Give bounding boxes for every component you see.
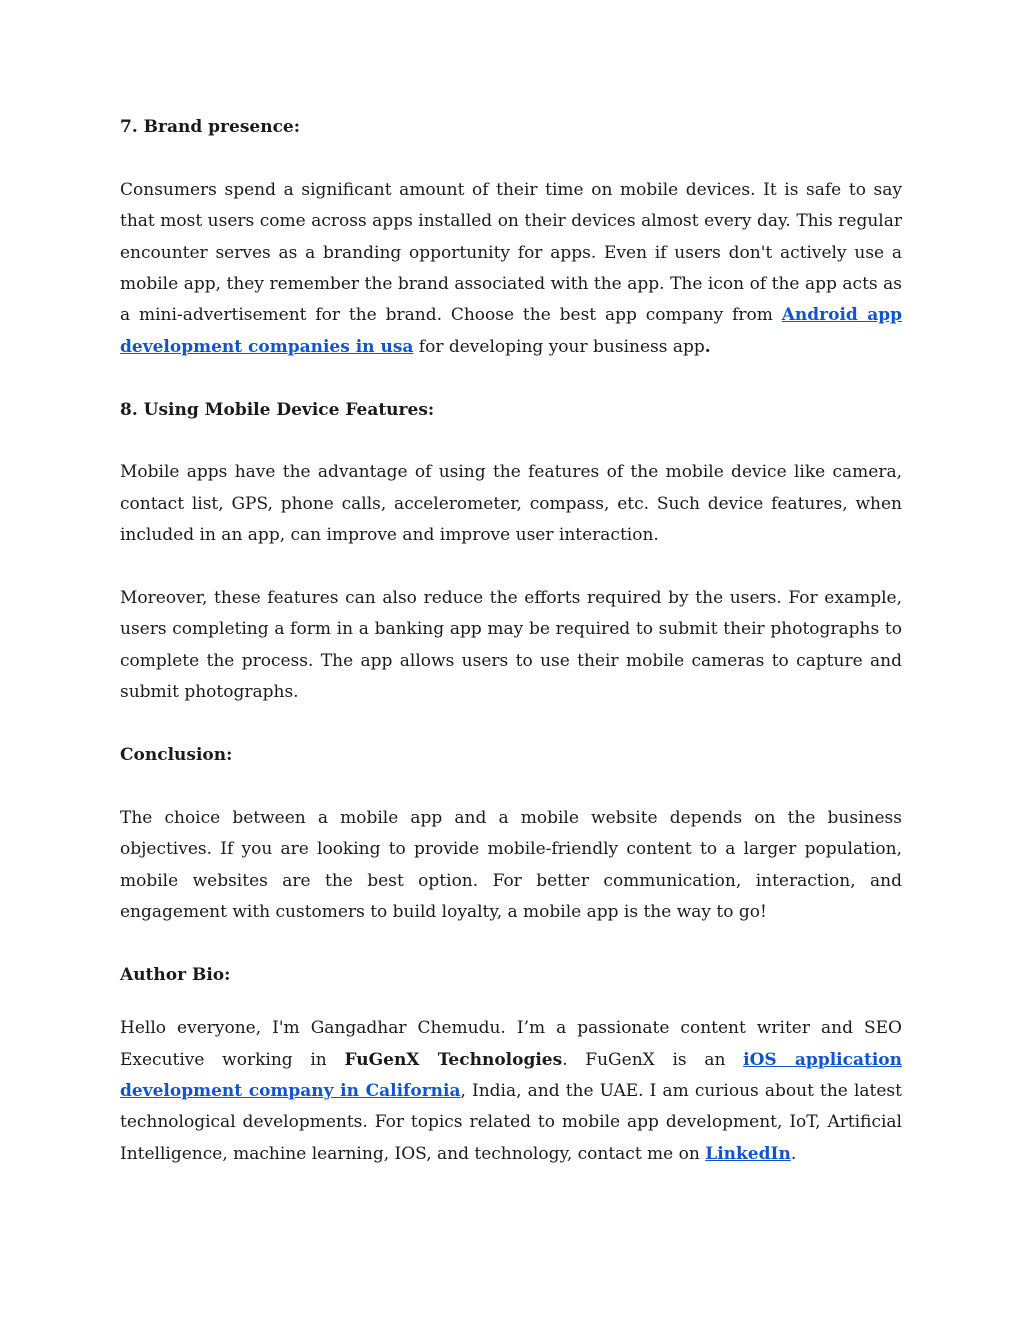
paragraph-text: Consumers spend a significant amount of their time on mobile devices. It is safe to say that most users come across apps installed on their devices almost every day. This regular encounter serves as a branding opportunity for apps. Even if users don't actively use a mobile app, they remember the brand associated with the app. The icon of the app acts as a mini-advertisement for the brand. Choose the best app company from bbox=[120, 179, 902, 326]
section-heading-device-features: 8. Using Mobile Device Features: bbox=[120, 399, 435, 420]
android-companies-link[interactable]: Android app development companies in usa bbox=[120, 305, 902, 357]
paragraph-text: . FuGenX is an bbox=[562, 1049, 744, 1070]
document-page bbox=[120, 112, 902, 1170]
section-heading-conclusion: Conclusion: bbox=[120, 745, 233, 766]
paragraph-device-features-2: Moreover, these features can also reduce the efforts required by the users. For example, users completing a form in a banking app may be required to submit their photographs to complete the process. The app allows users to use their mobile cameras to capture and submit photographs. bbox=[120, 588, 902, 703]
section-heading-author-bio: Author Bio: bbox=[120, 964, 231, 985]
paragraph-text: . bbox=[790, 1143, 797, 1164]
paragraph-device-features-1: Mobile apps have the advantage of using the features of the mobile device like camera, contact list, GPS, phone calls, accelerometer, compass, etc. Such device features, when included in an app, can improve and improve user interaction. bbox=[120, 462, 902, 546]
paragraph-brand-presence bbox=[120, 175, 902, 363]
paragraph-text: Hello everyone, I'm Gangadhar Chemudu. I’m a passionate content writer and SEO Executive working in bbox=[120, 1018, 902, 1070]
ios-company-link[interactable]: iOS application development company in California bbox=[120, 1049, 902, 1102]
section-heading-brand-presence: 7. Brand presence: bbox=[120, 117, 301, 137]
paragraph-author-bio bbox=[120, 1013, 902, 1170]
paragraph-text: for developing your business app bbox=[413, 336, 705, 357]
paragraph-period: . bbox=[704, 336, 711, 357]
linkedin-link[interactable]: LinkedIn bbox=[705, 1143, 791, 1164]
paragraph-text: , India, and the UAE. I am curious about the latest technological developments. For topics related to mobile app development, IoT, Artificial Intelligence, machine learning, IOS, and technology, contact me on bbox=[120, 1081, 902, 1164]
company-name: FuGenX Technologies bbox=[344, 1049, 563, 1070]
paragraph-conclusion: The choice between a mobile app and a mobile website depends on the business objectives. If you are looking to provide mobile-friendly content to a larger population, mobile websites are the best option. For better communication, interaction, and engagement with customers to build loyalty, a mobile app is the way to go! bbox=[120, 807, 902, 923]
